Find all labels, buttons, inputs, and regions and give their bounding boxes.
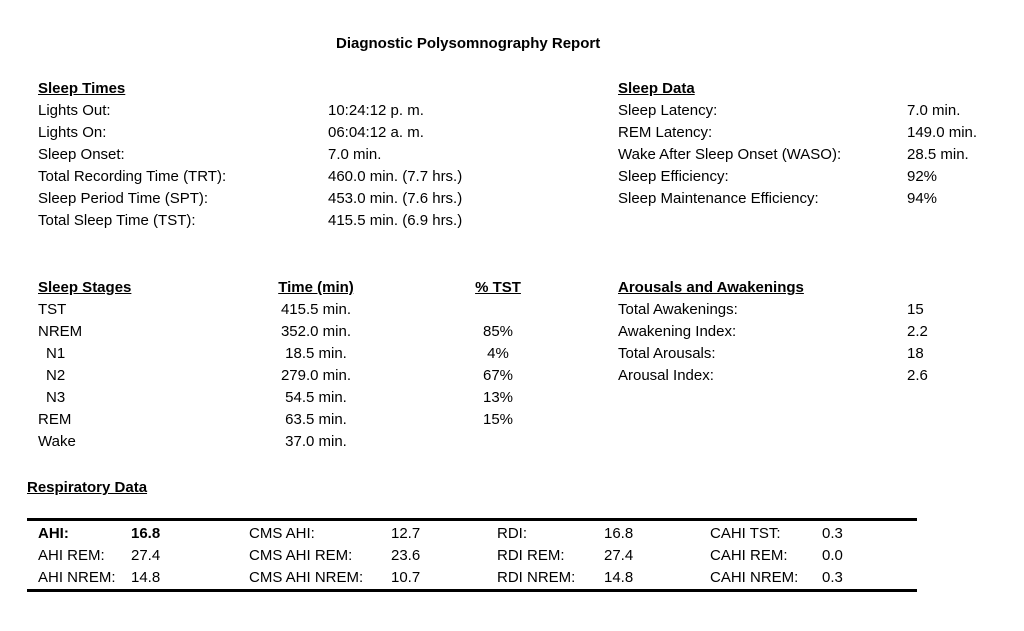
resp-value: 14.8	[131, 569, 161, 586]
resp-value: 27.4	[604, 547, 634, 564]
sleep-times-label: Total Sleep Time (TST):	[38, 212, 196, 229]
arousal-value: 2.6	[907, 367, 928, 384]
sleep-stages-header: Sleep Stages	[38, 279, 132, 296]
sleep-data-value: 149.0 min.	[907, 124, 978, 141]
resp-value: 27.4	[131, 547, 161, 564]
resp-label: CAHI NREM:	[710, 569, 799, 586]
respiratory-bottom-rule	[27, 589, 917, 592]
stage-label: NREM	[38, 323, 83, 340]
sleep-times-label: Total Recording Time (TRT):	[38, 168, 227, 185]
resp-value: 12.7	[391, 525, 421, 542]
sleep-times-value: 460.0 min. (7.7 hrs.)	[328, 168, 463, 185]
sleep-times-label: Lights On:	[38, 124, 107, 141]
sleep-data-label: REM Latency:	[618, 124, 713, 141]
sleep-data-value: 94%	[907, 190, 938, 207]
stage-label: TST	[38, 301, 67, 318]
resp-label: RDI REM:	[497, 547, 565, 564]
stage-pct: 85%	[482, 323, 514, 340]
resp-value: 16.8	[131, 525, 161, 542]
stage-pct: 4%	[487, 345, 509, 362]
sleep-data-label: Wake After Sleep Onset (WASO):	[618, 146, 842, 163]
arousal-value: 15	[907, 301, 924, 318]
sleep-data-value: 7.0 min.	[907, 102, 961, 119]
arousal-label: Total Arousals:	[618, 345, 716, 362]
sleep-times-label: Sleep Period Time (SPT):	[38, 190, 209, 207]
arousal-label: Total Awakenings:	[618, 301, 738, 318]
arousals-header: Arousals and Awakenings	[618, 279, 804, 296]
sleep-data-value: 92%	[907, 168, 938, 185]
resp-value: 0.0	[822, 547, 843, 564]
sleep-times-value: 453.0 min. (7.6 hrs.)	[328, 190, 463, 207]
stage-label: Wake	[38, 433, 76, 450]
stage-pct: 15%	[482, 411, 514, 428]
stage-pct: 67%	[482, 367, 514, 384]
resp-label: RDI NREM:	[497, 569, 576, 586]
sleep-data-label: Sleep Latency:	[618, 102, 718, 119]
respiratory-header: Respiratory Data	[27, 479, 148, 496]
resp-label: CMS AHI REM:	[249, 547, 353, 564]
resp-label: CMS AHI:	[249, 525, 315, 542]
resp-label: CAHI REM:	[710, 547, 788, 564]
stage-time: 54.5 min.	[285, 389, 347, 406]
time-column-header: Time (min)	[278, 279, 354, 296]
sleep-data-header: Sleep Data	[618, 80, 695, 97]
stage-time: 415.5 min.	[280, 301, 352, 318]
stage-time: 63.5 min.	[285, 411, 347, 428]
sleep-times-label: Lights Out:	[38, 102, 111, 119]
stage-time: 279.0 min.	[280, 367, 352, 384]
sleep-times-header: Sleep Times	[38, 80, 126, 97]
resp-value: 10.7	[391, 569, 421, 586]
respiratory-top-rule	[27, 518, 917, 521]
arousal-value: 2.2	[907, 323, 928, 340]
sleep-data-value: 28.5 min.	[907, 146, 969, 163]
sleep-data-label: Sleep Maintenance Efficiency:	[618, 190, 819, 207]
stage-pct: 13%	[482, 389, 514, 406]
resp-label: AHI REM:	[38, 547, 105, 564]
stage-label: N3	[46, 389, 66, 406]
resp-value: 14.8	[604, 569, 634, 586]
resp-value: 0.3	[822, 569, 843, 586]
resp-label: AHI NREM:	[38, 569, 116, 586]
sleep-times-value: 06:04:12 a. m.	[328, 124, 424, 141]
stage-label: REM	[38, 411, 72, 428]
resp-value: 16.8	[604, 525, 634, 542]
arousal-label: Arousal Index:	[618, 367, 714, 384]
resp-value: 0.3	[822, 525, 843, 542]
pct-tst-column-header: % TST	[475, 279, 521, 296]
sleep-times-value: 7.0 min.	[328, 146, 382, 163]
arousal-value: 18	[907, 345, 924, 362]
stage-time: 37.0 min.	[285, 433, 347, 450]
resp-label: CMS AHI NREM:	[249, 569, 364, 586]
sleep-times-label: Sleep Onset:	[38, 146, 125, 163]
resp-label: CAHI TST:	[710, 525, 781, 542]
sleep-data-label: Sleep Efficiency:	[618, 168, 729, 185]
resp-label: RDI:	[497, 525, 527, 542]
sleep-times-value: 10:24:12 p. m.	[328, 102, 424, 119]
report-title: Diagnostic Polysomnography Report	[336, 35, 601, 52]
resp-value: 23.6	[391, 547, 421, 564]
stage-label: N1	[46, 345, 66, 362]
resp-label: AHI:	[38, 525, 69, 542]
sleep-times-value: 415.5 min. (6.9 hrs.)	[328, 212, 463, 229]
stage-time: 18.5 min.	[285, 345, 347, 362]
stage-time: 352.0 min.	[280, 323, 352, 340]
stage-label: N2	[46, 367, 66, 384]
arousal-label: Awakening Index:	[618, 323, 737, 340]
